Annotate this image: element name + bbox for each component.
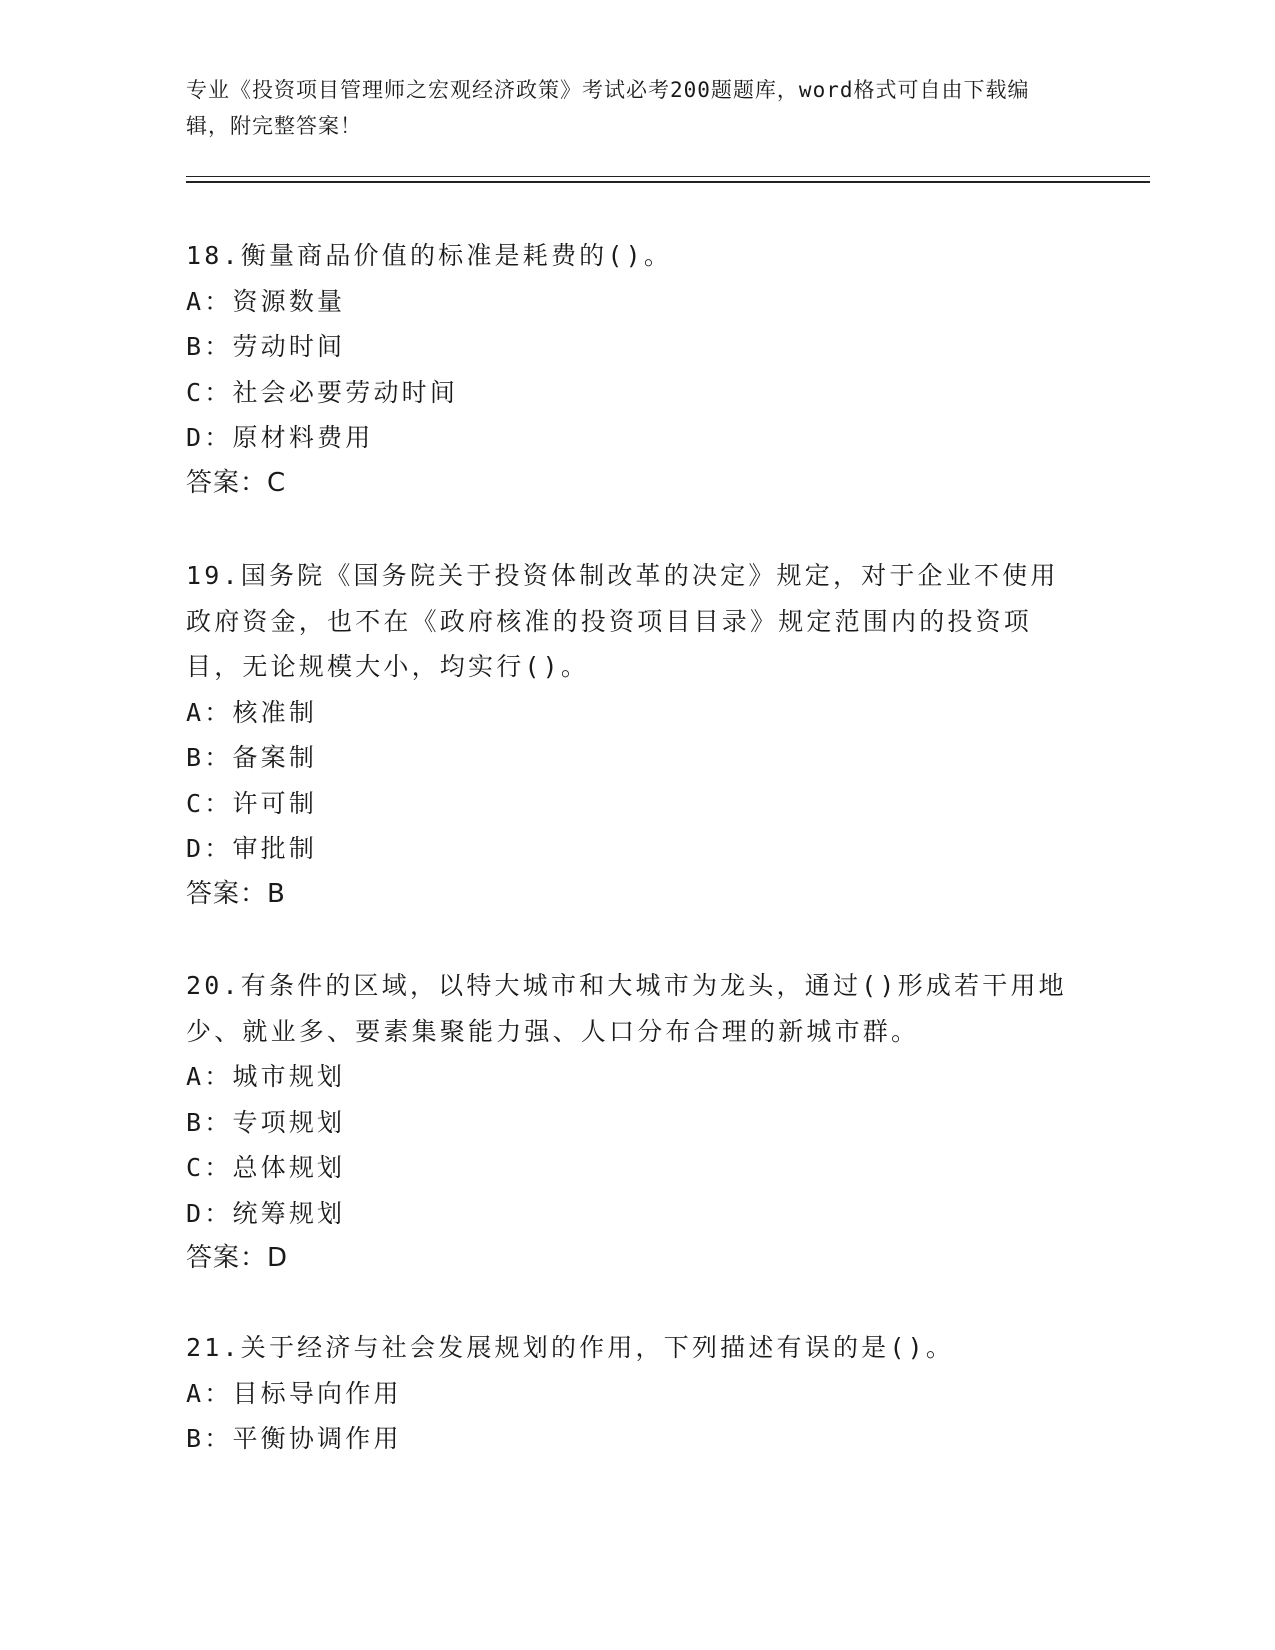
- question-18: [186, 233, 1086, 506]
- question-19: [186, 553, 1086, 917]
- option-a: A：资源数量: [186, 286, 346, 316]
- answer: 答案：C: [186, 467, 287, 498]
- option-c: C：社会必要劳动时间: [186, 377, 459, 407]
- option-b: B：劳动时间: [186, 332, 346, 361]
- answer: 答案：B: [186, 878, 286, 909]
- question-20: [186, 963, 1086, 1282]
- question-21: [186, 1325, 1086, 1462]
- option-d: D：审批制: [186, 834, 318, 863]
- document-header: 专业《投资项目管理师之宏观经济政策》考试必考200题题库，word格式可自由下载编辑，附完整答案！: [186, 78, 1030, 138]
- header-divider-top: [186, 176, 1150, 177]
- option-a: A：核准制: [186, 697, 318, 727]
- option-c: C：总体规划: [186, 1153, 346, 1182]
- option-d: D：统筹规划: [186, 1198, 346, 1228]
- answer: 答案：D: [186, 1243, 289, 1273]
- option-b: B：备案制: [186, 743, 318, 772]
- question-stem: 18.衡量商品价值的标准是耗费的()。: [186, 241, 673, 270]
- question-stem: 21.关于经济与社会发展规划的作用，下列描述有误的是()。: [186, 1333, 955, 1362]
- option-b: B：专项规划: [186, 1107, 346, 1137]
- option-a: A：城市规划: [186, 1062, 346, 1091]
- option-c: C：许可制: [186, 788, 318, 818]
- header-divider-bottom: [186, 181, 1150, 183]
- option-d: D：原材料费用: [186, 423, 374, 452]
- question-stem: 19.国务院《国务院关于投资体制改革的决定》规定，对于企业不使用政府资金，也不在《政府核准的投资项目目录》规定范围内的投资项目，无论规模大小，均实行()。: [186, 561, 1059, 681]
- option-b: B：平衡协调作用: [186, 1424, 402, 1453]
- option-a: A：目标导向作用: [186, 1378, 402, 1408]
- question-stem: 20.有条件的区域，以特大城市和大城市为龙头，通过()形成若干用地少、就业多、要素集聚能力强、人口分布合理的新城市群。: [186, 971, 1067, 1046]
